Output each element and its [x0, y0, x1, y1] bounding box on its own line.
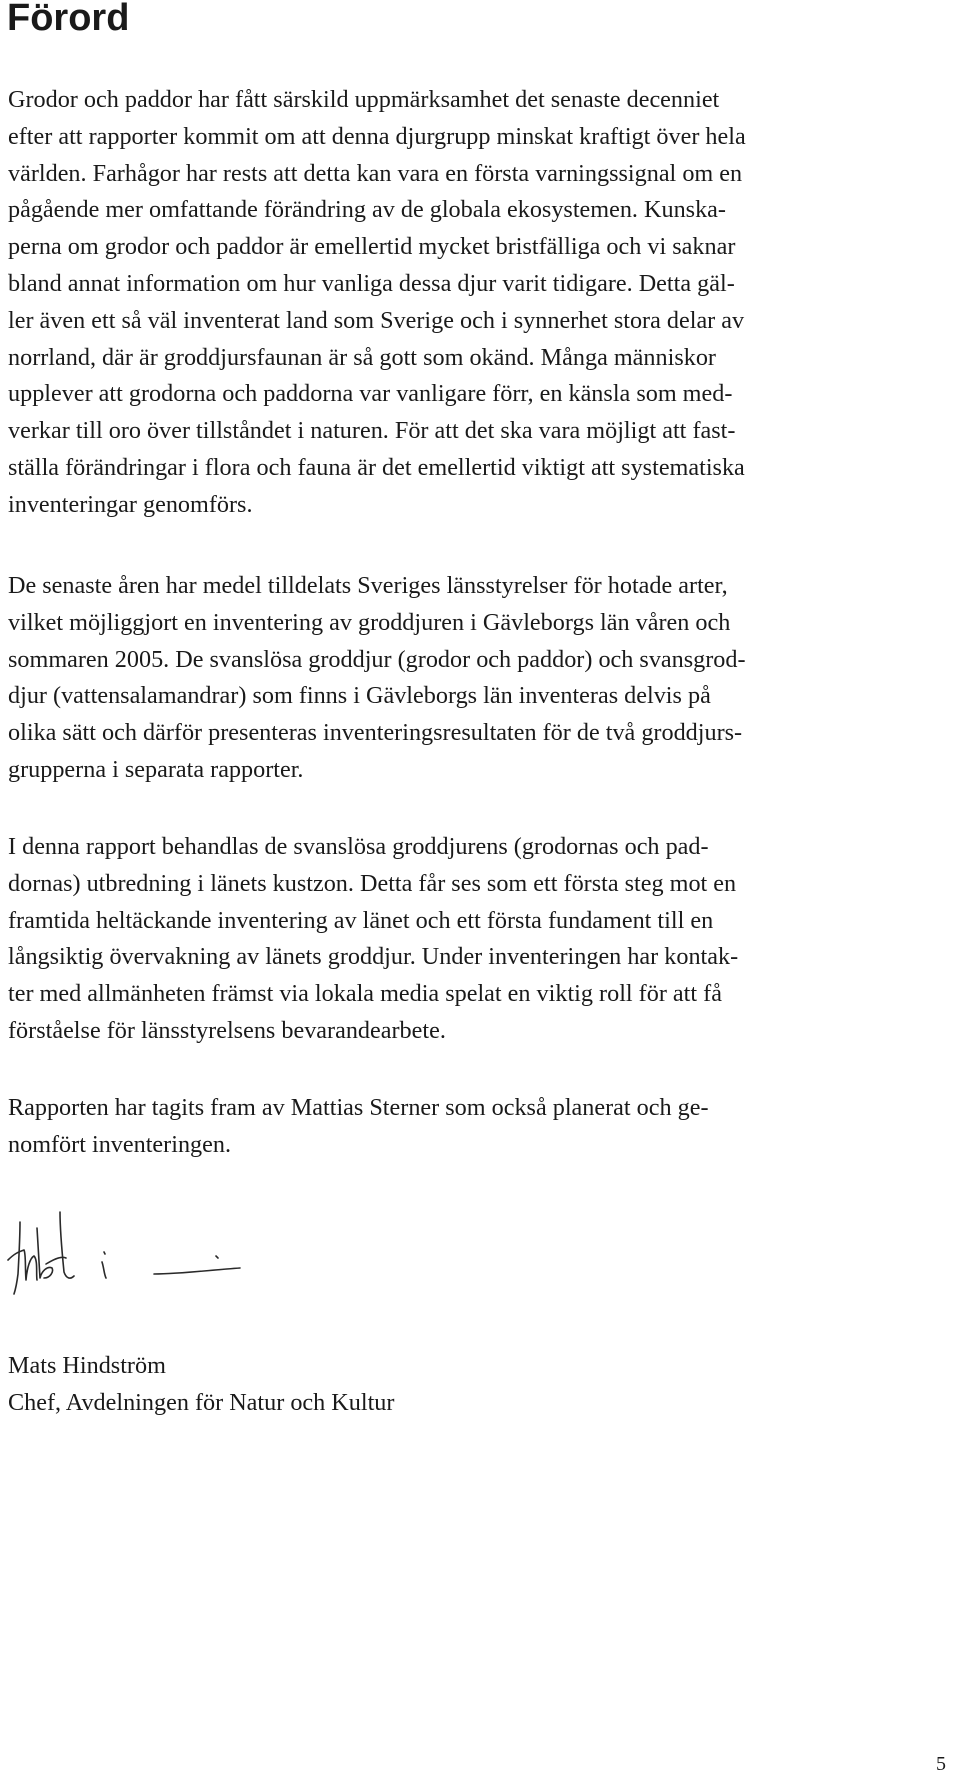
handwritten-signature	[4, 1208, 274, 1300]
signature-block	[8, 1348, 394, 1422]
paragraph-3: I denna rapport behandlas de svanslösa groddjurens (grodornas och pad- dornas) utbredning i länets kustzon. Detta får ses som ett första steg mot en framtida heltäckande inventering av länet och ett första fundament till en långsiktig övervakning av länets groddjur. Under inventeringen har kontak- ter med allmänheten främst via lokala media spelat en viktig roll för att få förståelse för länsstyrelsens bevarandearbete.	[8, 833, 739, 1044]
paragraph-1: Grodor och paddor har fått särskild uppmärksamhet det senaste decenniet efter att rapporter kommit om att denna djurgrupp minskat kraftigt över hela världen. Farhågor har rests att detta kan vara en första varningssignal om en pågående mer omfattande förändring av de globala ekosystemen. Kunska- perna om grodor och paddor är emellertid mycket bristfälliga och vi saknar bland annat information om hur vanliga dessa djur varit tidigare. Detta gäl- ler även ett så väl inventerat land som Sverige och i synnerhet stora delar av norrland, där är groddjursfaunan är så gott som okänd. Många människor upplever att grodorna och paddorna var vanligare förr, en känsla som med- verkar till oro över tillståndet i naturen. För att det ska vara möjligt att fast- ställa förändringar i flora och fauna är det emellertid viktigt att systematiska inventeringar genomförs.	[8, 86, 746, 518]
page-number: 5	[936, 1753, 946, 1775]
signatory-name: Mats Hindström	[8, 1352, 166, 1379]
paragraph-4: Rapporten har tagits fram av Mattias Sterner som också planerat och ge- nomfört inventeringen.	[8, 1094, 709, 1158]
page-title: Förord	[7, 0, 130, 39]
paragraph-2: De senaste åren har medel tilldelats Sveriges länsstyrelser för hotade arter, vilket möjliggjort en inventering av groddjuren i Gävleborgs län våren och sommaren 2005. De svanslösa groddjur (grodor och paddor) och svansgrod- djur (vattensalamandrar) som finns i Gävleborgs län inventeras delvis på olika sätt och därför presenteras inventeringsresultaten för de två groddjurs- grupperna i separata rapporter.	[8, 572, 746, 783]
signatory-role: Chef, Avdelningen för Natur och Kultur	[8, 1388, 395, 1416]
